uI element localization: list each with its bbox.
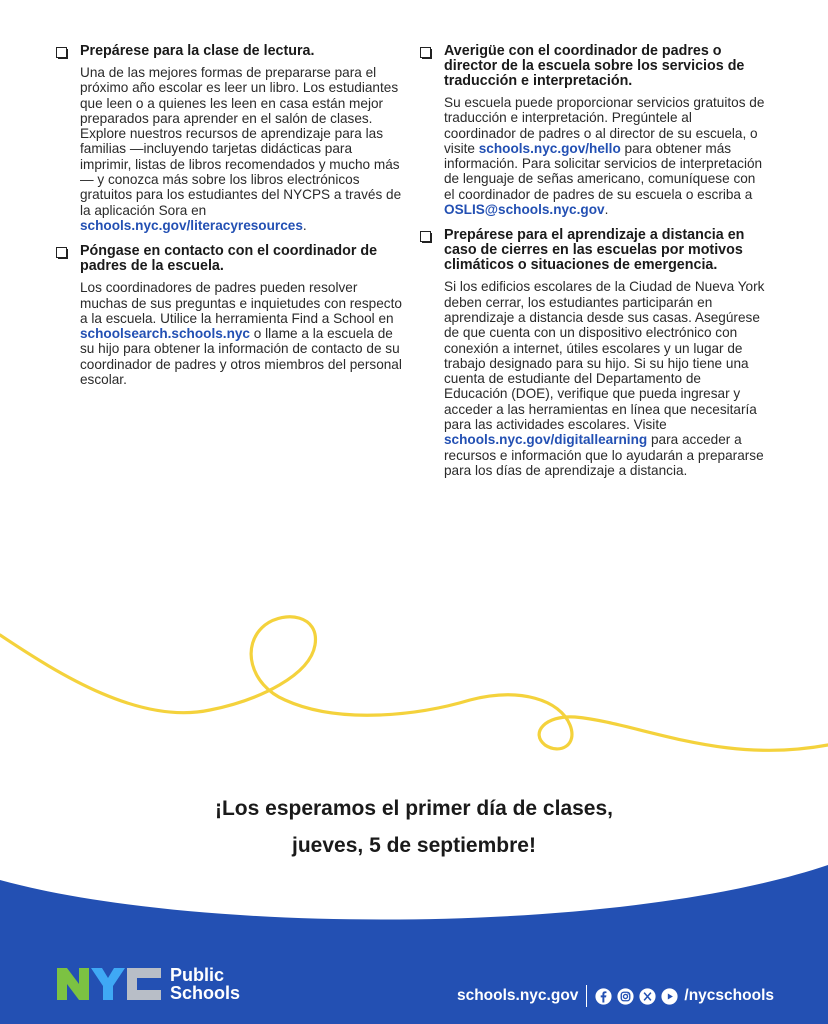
digitallearning-link[interactable]: schools.nyc.gov/digitallearning	[444, 432, 648, 448]
website-link[interactable]: schools.nyc.gov	[456, 987, 579, 1004]
checklist-item-coordinator	[56, 244, 406, 387]
x-icon[interactable]	[639, 988, 656, 1005]
left-column	[56, 44, 406, 398]
closing-message	[0, 790, 828, 864]
checklist-item-reading	[56, 44, 406, 233]
hello-link[interactable]: schools.nyc.gov/hello	[478, 140, 621, 156]
checkbox-icon[interactable]	[420, 231, 431, 242]
social-icons	[595, 988, 678, 1005]
instagram-icon[interactable]	[617, 988, 634, 1005]
closing-line-2: jueves, 5 de septiembre!	[292, 834, 536, 857]
checkbox-icon[interactable]	[56, 247, 67, 258]
closing-line-1: ¡Los esperamos el primer día de clases,	[214, 797, 613, 820]
youtube-icon[interactable]	[661, 988, 678, 1005]
right-column	[420, 44, 765, 489]
footer-links	[457, 985, 774, 1007]
item-heading: Prepárese para el aprendizaje a distancia en caso de cierres en las escuelas por motivos climáticos o situaciones de emergencia.	[444, 227, 745, 274]
item-heading: Póngase en contacto con el coordinador de padres de la escuela.	[80, 243, 378, 275]
checkbox-icon[interactable]	[420, 47, 431, 58]
social-handle[interactable]: /nycschools	[684, 987, 774, 1004]
item-body: Si los edificios escolares de la Ciudad de Nueva York deben cerrar, los estudiantes participarán en aprendizaje a distancia desde sus casas. Asegúrese de que cuenta con un dispositivo electrónico con conexión a internet, útiles escolares y un lugar de trabajo designado para su hijo. Si su hijo tiene una cuenta de estudiante del Departamento de Educación (DOE), verifique que pueda ingresar y acceder a las herramientas en línea que necesitaría para las actividades escolares. Visite schools.nyc.gov/digitallearning para acceder a recursos e información que lo ayudarán a prepararse para los días de aprendizaje a distancia.	[444, 279, 765, 478]
checklist-item-remote-learning	[420, 228, 765, 478]
item-body: Su escuela puede proporcionar servicios gratuitos de traducción e interpretación. Pregúntele al coordinador de padres o al director de su escuela, o visite schools.nyc.gov/hello para obtener más información. Para solicitar servicios de interpretación de lenguaje de señas americano, comuníquese con el coordinador de padres de su escuela o escriba a OSLIS@schools.nyc.gov.	[444, 95, 765, 218]
facebook-icon[interactable]	[595, 988, 612, 1005]
checklist-item-translation	[420, 44, 765, 217]
oslis-email-link[interactable]: OSLIS@schools.nyc.gov	[444, 202, 605, 218]
schoolsearch-link[interactable]: schoolsearch.schools.nyc	[80, 326, 250, 342]
item-heading: Prepárese para la clase de lectura.	[80, 43, 315, 59]
yellow-squiggle-decoration	[0, 605, 828, 765]
checkbox-icon[interactable]	[56, 47, 67, 58]
logo-text: Public Schools	[170, 965, 241, 1003]
item-body: Los coordinadores de padres pueden resolver muchas de sus preguntas e inquietudes con respecto a la escuela. Utilice la herramienta Find a School en schoolsearch.schools.nyc o llame a la escuela de su hijo para obtener la información de contacto de su coordinador de padres y otros miembros del personal escolar.	[80, 280, 402, 388]
divider	[586, 985, 587, 1007]
nyc-logo-icon	[57, 964, 165, 1004]
item-body: Una de las mejores formas de prepararse para el próximo año escolar es leer un libro. Los estudiantes que leen o a quienes les leen en casa están mejor preparados para aprender en el salón de clases. Explore nuestros recursos de aprendizaje para las familias —incluyendo tarjetas didácticas para imprimir, listas de libros recomendados y mucho más— y conozca más sobre los libros electrónicos gratuitos para los estudiantes del NYCPS a través de la aplicación Sora en schools.nyc.gov/literacyresources.	[80, 65, 402, 233]
item-heading: Averigüe con el coordinador de padres o director de la escuela sobre los servicios de traducción e interpretación.	[444, 43, 745, 89]
literacy-resources-link[interactable]: schools.nyc.gov/literacyresources	[80, 217, 303, 233]
